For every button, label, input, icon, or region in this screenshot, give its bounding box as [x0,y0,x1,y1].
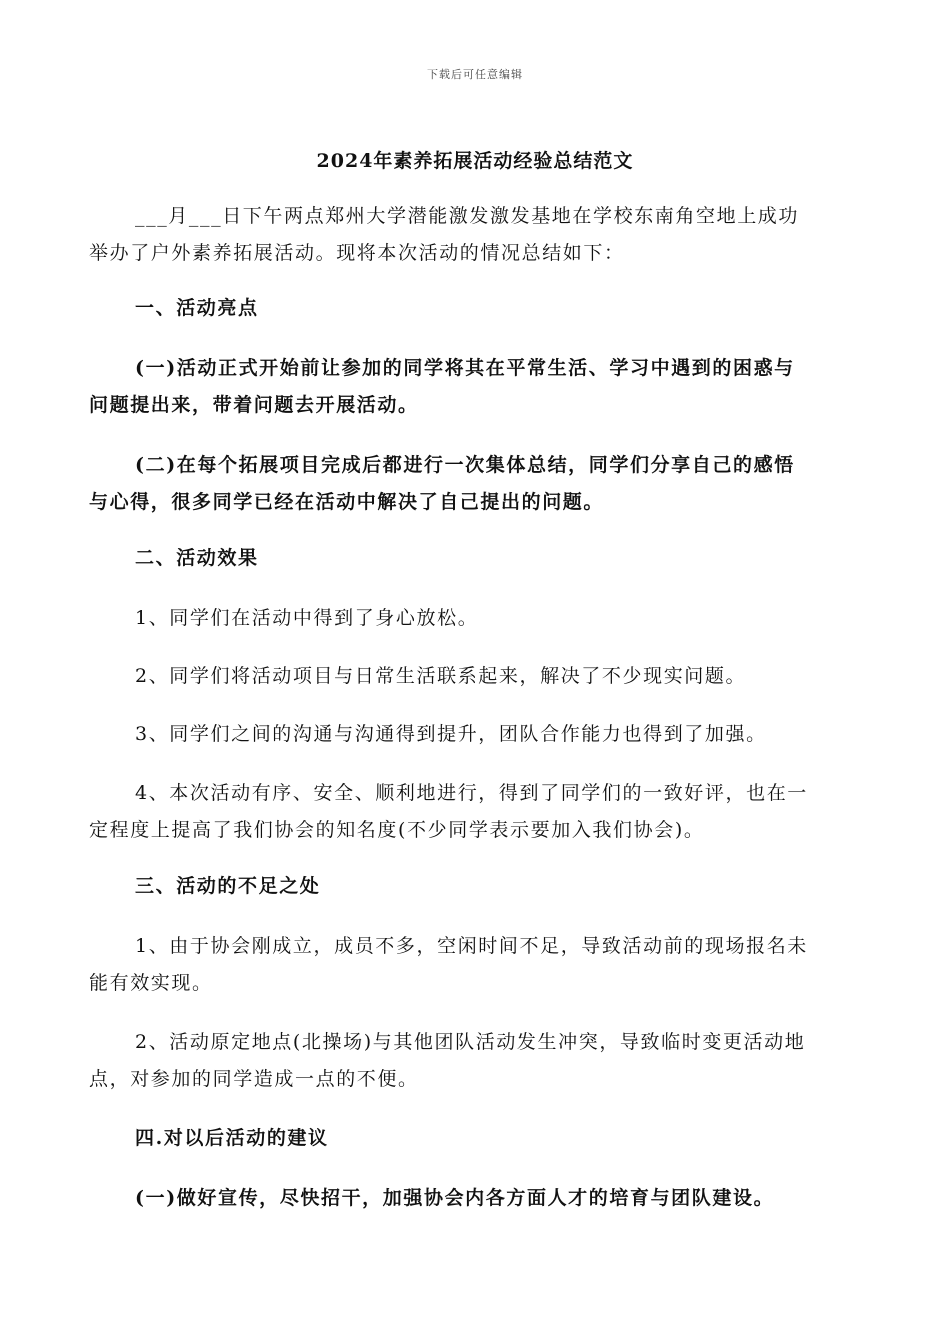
section-heading-suggestions [89,1120,861,1157]
document-title: 2024年素养拓展活动经验总结范文 [316,150,634,172]
shortcoming-item-1 [89,928,861,1002]
paragraph-line: 2、同学们将活动项目与日常生活联系起来，解决了不少现实问题。 [135,665,747,687]
suggestion-item-1 [89,1180,861,1217]
paragraph-line: 4、本次活动有序、安全、顺利地进行，得到了同学们的一致好评，也在一 [135,782,808,804]
paragraph-line: 定程度上提高了我们协会的知名度(不少同学表示要加入我们协会)。 [89,819,705,841]
heading-text: 四.对以后活动的建议 [135,1127,329,1149]
effect-item-4 [89,775,861,849]
effect-item-1 [89,600,861,637]
heading-text: 三、活动的不足之处 [135,875,321,897]
paragraph-line: (二)在每个拓展项目完成后都进行一次集体总结，同学们分享自己的感悟 [135,454,795,476]
paragraph-line: 举办了户外素养拓展活动。现将本次活动的情况总结如下： [89,242,625,264]
paragraph-line: 能有效实现。 [89,972,213,994]
heading-text: 二、活动效果 [135,547,259,569]
highlight-item-1 [89,350,861,424]
shortcoming-item-2 [89,1024,861,1098]
paragraph-line: 点，对参加的同学造成一点的不便。 [89,1068,419,1090]
heading-text: 一、活动亮点 [135,297,259,319]
header-note: 下载后可任意编辑 [427,68,523,81]
paragraph-line: 1、同学们在活动中得到了身心放松。 [135,607,479,629]
intro-paragraph [89,198,861,272]
paragraph-line: 3、同学们之间的沟通与沟通得到提升，团队合作能力也得到了加强。 [135,723,767,745]
paragraph-line: 与心得，很多同学已经在活动中解决了自己提出的问题。 [89,491,605,513]
highlight-item-2 [89,447,861,521]
paragraph-line: ___月___日下午两点郑州大学潜能激发激发基地在学校东南角空地上成功 [135,205,800,227]
section-heading-effects [89,540,861,577]
section-heading-highlights [89,290,861,327]
paragraph-line: (一)活动正式开始前让参加的同学将其在平常生活、学习中遇到的困惑与 [135,357,795,379]
effect-item-2 [89,658,861,695]
paragraph-line: 1、由于协会刚成立，成员不多，空闲时间不足，导致活动前的现场报名未 [135,935,808,957]
section-heading-shortcomings [89,868,861,905]
paragraph-line: (一)做好宣传，尽快招干，加强协会内各方面人才的培育与团队建设。 [135,1187,775,1209]
paragraph-line: 问题提出来，带着问题去开展活动。 [89,394,419,416]
paragraph-line: 2、活动原定地点(北操场)与其他团队活动发生冲突，导致临时变更活动地 [135,1031,806,1053]
effect-item-3 [89,716,861,753]
